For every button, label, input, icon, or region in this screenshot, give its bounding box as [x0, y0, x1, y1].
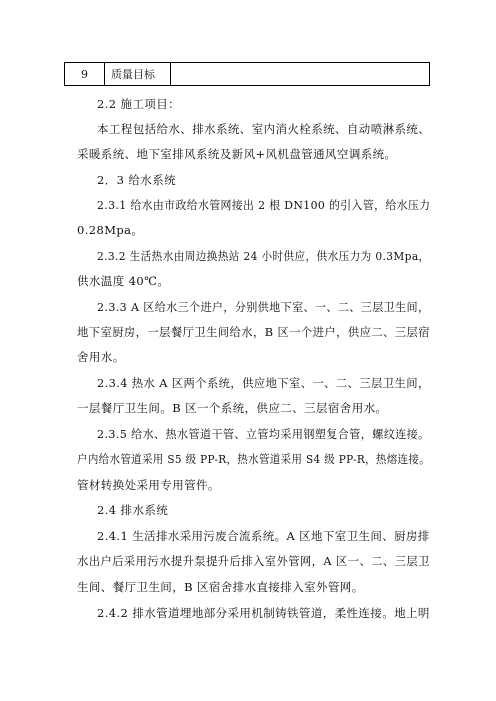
paragraph-line: 生间、餐厅卫生间，B 区宿舍排水直接排入室外管网。 — [77, 580, 364, 594]
paragraph-line: 2.4.2 排水管道埋地部分采用机制铸铁管道，柔性连接。地上明 — [97, 606, 430, 620]
paragraph-line: 2.3.2 生活热水由周边换热站 24 小时供应，供水压力为 0.3Mpa， — [97, 249, 430, 263]
paragraph-line: 2.3.1 给水由市政给水管网接出 2 根 DN100 的引入管，给水压力 — [97, 198, 431, 212]
section-heading-2-2: 2.2 施工项目： — [97, 97, 181, 111]
paragraph-line: 2.4.1 生活排水采用污废合流系统。A 区地下室卫生间、厨房排 — [97, 529, 430, 543]
paragraph-line: 舍用水。 — [77, 350, 125, 364]
quality-target-row — [64, 62, 430, 86]
section-heading-2-3: 2．3 给水系统 — [97, 173, 176, 187]
row-content — [171, 63, 429, 85]
paragraph-line: 户内给水管道采用 S5 级 PP-R，热水管道采用 S4 级 PP-R，热熔连接。 — [77, 452, 431, 466]
paragraph-line: 2.3.3 A 区给水三个进户，分别供地下室、一、二、三层卫生间， — [97, 300, 430, 314]
section-heading-2-4: 2.4 排水系统 — [97, 503, 169, 517]
paragraph-line: 一层餐厅卫生间。B 区一个系统，供应二、三层宿舍用水。 — [77, 401, 388, 415]
paragraph-line: 供水温度 40℃。 — [77, 274, 170, 288]
row-number: 9 — [65, 63, 105, 85]
paragraph-line: 水出户后采用污水提升泵提升后排入室外管网，A 区一、二、三层卫 — [77, 554, 430, 568]
paragraph-line: 管材转换处采用专用管件。 — [77, 478, 220, 492]
paragraph-line: 地下室厨房，一层餐厅卫生间给水，B 区一个进户，供应二、三层宿 — [77, 325, 431, 339]
paragraph-line: 2.3.5 给水、热水管道干管、立管均采用钢塑复合管，螺纹连接。 — [97, 427, 430, 441]
row-label: 质量目标 — [105, 63, 171, 85]
paragraph-line: 2.3.4 热水 A 区两个系统，供应地下室、一、二、三层卫生间， — [97, 376, 430, 390]
paragraph-line: 本工程包括给水、排水系统、室内消火栓系统、自动喷淋系统、 — [97, 122, 431, 136]
paragraph-line: 0.28Mpa。 — [77, 223, 144, 237]
paragraph-line: 采暖系统、地下室排风系统及新风+风机盘管通风空调系统。 — [77, 147, 397, 161]
